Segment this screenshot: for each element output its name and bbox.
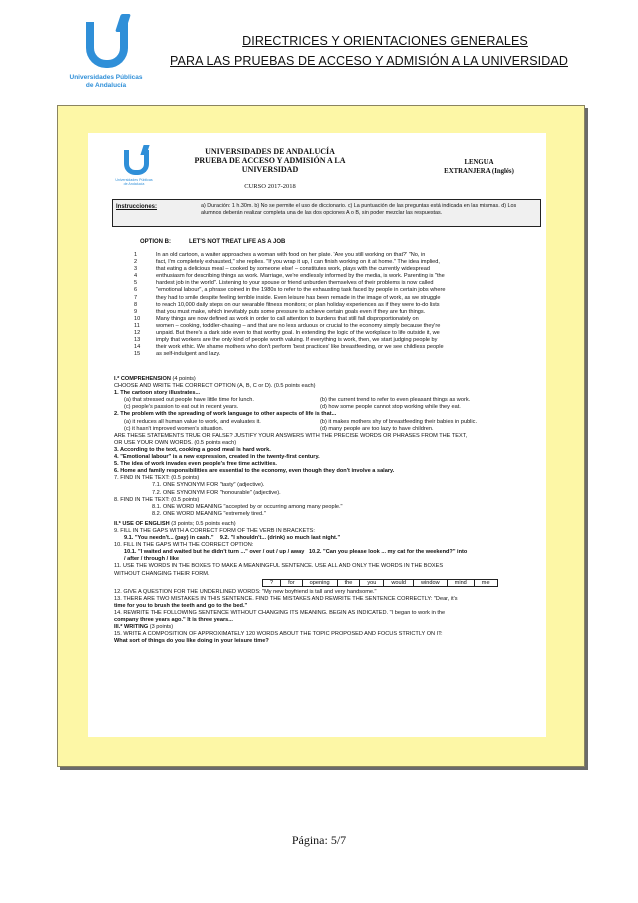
reading-line: [134, 273, 529, 280]
reading-line: [134, 280, 529, 287]
question-3: 3. According to the text, cooking a good meal is hard work.: [114, 446, 271, 453]
line-number: 13: [134, 337, 141, 344]
instruction-line: ARE THESE STATEMENTS TRUE OR FALSE? JUSTIFY YOUR ANSWERS WITH THE PRECISE WORDS OR PHRASES FROM THE TEXT,: [114, 432, 468, 439]
answer-option: (b) it makes mothers shy of breastfeeding their babies in public.: [320, 418, 478, 425]
question-11-cont: WITHOUT CHANGING THEIR FORM.: [114, 570, 210, 577]
reading-line: [134, 259, 529, 266]
line-number: 1: [134, 252, 138, 258]
answer-row: [114, 397, 539, 404]
exam-course: CURSO 2017-2018: [244, 183, 296, 190]
question-1: 1. The cartoon story illustrates...: [114, 390, 201, 397]
reading-line: [134, 330, 529, 337]
andalucia-universities-logo: [66, 12, 143, 98]
section-points: (4 points): [172, 376, 196, 382]
reading-line: [134, 287, 529, 294]
option-title: LET'S NOT TREAT LIFE AS A JOB: [189, 239, 286, 245]
line-number: 3: [134, 266, 138, 273]
question-13-cont: time for you to brush the teeth and go to the bed.": [114, 602, 248, 609]
line-text: "emotional labour", a phrase coined in the 1980s to refer to the exhausting task faced by people in certain jobs where: [156, 287, 446, 294]
answer-option: (d) many people are too lazy to have children.: [320, 425, 434, 432]
reading-line: [134, 302, 529, 309]
line-text: as self-indulgent and lazy.: [156, 351, 221, 358]
reading-line: [134, 323, 529, 330]
answer-row: [114, 404, 539, 411]
question-12: 12. GIVE A QUESTION FOR THE UNDERLINED WORDS: "My new boyfriend is tall and very handsome.": [114, 588, 377, 595]
question-15-topic: What sort of things do you like doing in your leisure time?: [114, 638, 269, 645]
line-text: fact, I'm completely exhausted," she replies. "If you wrap it up, I can finish working on it at home." The idea implied,: [156, 259, 440, 266]
reading-text: [134, 252, 529, 358]
question-7: 7. FIND IN THE TEXT: (0.5 points): [114, 475, 200, 482]
question-6: 6. Home and family responsibilities are essential to the economy, even though they don't involve a salary.: [114, 468, 395, 475]
reading-line: [134, 266, 529, 273]
question-7-1: 7.1. ONE SYNONYM FOR "tasty" (adjective).: [152, 482, 265, 489]
section-title: I.* COMPREHENSION: [114, 376, 171, 382]
question-9: 9. FILL IN THE GAPS WITH A CORRECT FORM OF THE VERB IN BRACKETS:: [114, 527, 315, 534]
word-box: ?: [262, 579, 281, 587]
answer-option: (a) it reduces all human value to work, and evaluates it.: [124, 418, 261, 425]
line-number: 6: [134, 287, 138, 294]
word-box: me: [474, 579, 498, 587]
exam-logo-caption: Universidades Públicas de Andalucía: [115, 178, 153, 187]
line-number: 9: [134, 308, 138, 315]
question-11: 11. USE THE WORDS IN THE BOXES TO MAKE A MEANINGFUL SENTENCE. USE ALL AND ONLY THE WORDS IN THE BOXES: [114, 563, 444, 570]
answer-row: [114, 426, 539, 433]
question-10: 10. FILL IN THE GAPS WITH THE CORRECT OPTION:: [114, 542, 254, 549]
exam-subject-line: EXTRANJERA (Inglés): [444, 167, 514, 175]
word-box: window: [413, 579, 448, 587]
option-label: OPTION B:: [140, 239, 171, 245]
exam-subject-line: LENGUA: [464, 159, 494, 166]
exam-page: [88, 133, 546, 737]
exam-title-line: PRUEBA DE ACCESO Y ADMISIÓN A LA: [194, 156, 346, 165]
logo-accent-mark: [115, 14, 131, 32]
section-title: II.* USE OF ENGLISH: [114, 520, 170, 527]
reading-line: [134, 351, 529, 358]
question-10-items: [114, 549, 539, 556]
section-points: (3 points; 0.5 points each): [171, 520, 236, 527]
option-heading: [140, 239, 285, 246]
line-text: In an old cartoon, a waiter approaches a woman with food on her plate. 'Are you still working on that?' "No, in: [156, 252, 426, 258]
word-box: you: [359, 579, 384, 587]
question-9-1: 9.1. "You needn't... (pay) in cash.": [124, 535, 214, 542]
question-5: 5. The idea of work invades even people's free time activities.: [114, 461, 277, 468]
line-number: 4: [134, 273, 138, 280]
instructions-text: a) Duración: 1 h.30m. b) No se permite el uso de diccionario. c) La puntuación de las preguntas está indicada en las mismas. d) Los alumnos deberán realizar completa una de las dos opciones A o B, sin poder mezclar las respuestas.: [201, 203, 517, 216]
word-box: would: [383, 579, 414, 587]
line-text: they had to smile despite feeling terrible inside. Even leisure has been remade in the image of work, as we struggle: [156, 294, 441, 301]
line-number: 5: [134, 280, 138, 287]
line-text: that you must make, which inevitably puts some pressure to achieve certain goals even if they are fun things.: [156, 308, 426, 315]
section-points: (3 points): [149, 624, 174, 631]
instructions-box: [112, 199, 541, 227]
line-text: unpaid. But there's a dark side even to that worthy goal. In extending the logic of the workplace to life outside it, we: [156, 330, 440, 337]
exam-title-line: UNIVERSIDAD: [241, 165, 299, 174]
question-10-options: / after / through / like: [124, 556, 180, 563]
reading-line: [134, 295, 529, 302]
exam-subject: [414, 159, 544, 176]
line-number: 7: [134, 294, 138, 301]
line-text: imply that workers are the only kind of people worth valuing. If everything is work, then, we start judging people by: [156, 337, 438, 344]
instruction-line: OR USE YOUR OWN WORDS. (0.5 points each): [114, 439, 237, 446]
section-title: III.* WRITING: [114, 624, 149, 631]
word-box: the: [337, 579, 361, 587]
word-box: opening: [302, 579, 338, 587]
line-number: 12: [134, 330, 141, 337]
instruction-line: CHOOSE AND WRITE THE CORRECT OPTION (A, B, C or D). (0.5 points each): [114, 383, 316, 390]
line-number: 2: [134, 259, 138, 266]
exam-header: [114, 145, 539, 191]
reading-line: [134, 337, 529, 344]
question-7-2: 7.2. ONE SYNONYM FOR "honourable" (adjective).: [152, 489, 281, 496]
question-14: 14. REWRITE THE FOLLOWING SENTENCE WITHOUT CHANGING ITS MEANING. BEGIN AS INDICATED. "I began to work in the: [114, 609, 446, 616]
line-text: hardest job in the world". Listening to your spouse or friend unburden themselves of their problems is now called: [156, 280, 434, 287]
question-14-cont: company three years ago." It is three years...: [114, 617, 233, 623]
question-8-1: 8.1. ONE WORD MEANING "accepted by or occurring among many people.": [152, 503, 343, 510]
line-text: to reach 10,000 daily steps on our wearable fitness monitors; or plan holiday experiences as if they were to-do lists: [156, 301, 440, 308]
line-text: their work ethic. We shame mothers who don't perform 'best practices' like breastfeeding, or we see childless people: [156, 344, 444, 351]
reading-line: [134, 316, 529, 323]
questions: [114, 376, 539, 645]
reading-line: [134, 309, 529, 316]
question-15: 15. WRITE A COMPOSITION OF APPROXIMATELY 120 WORDS ABOUT THE TOPIC PROPOSED AND FOCUS STRICTLY ON IT:: [114, 631, 443, 638]
question-8-2: 8.2. ONE WORD MEANING "extremely tired.": [152, 510, 266, 517]
logo-caption: Universidades Públicas de Andalucía: [69, 74, 143, 89]
document-title-line1: DIRECTRICES Y ORIENTACIONES GENERALES: [242, 34, 528, 48]
question-9-2: 9.2. "I shouldn't... (drink) so much last night.": [219, 535, 341, 542]
question-2: 2. The problem with the spreading of work language to other aspects of life is that...: [114, 411, 337, 418]
line-text: enthusiasm for describing things as work. Marriage, we're endlessly informed by the media, is work. Parenting is "the: [156, 273, 445, 280]
page-number: Página: 5/7: [291, 833, 347, 847]
question-4: 4. "Emotional labour" is a new expression, created in the twenty-first century.: [114, 454, 320, 461]
exam-title-line: UNIVERSIDADES DE ANDALUCÍA: [205, 147, 335, 156]
answer-row: [114, 419, 539, 426]
reading-line: [134, 344, 529, 351]
line-number: 15: [134, 351, 141, 358]
line-number: 11: [134, 322, 140, 329]
line-text: that eating a delicious meal – cooked by someone else! – constitutes work, plays with the currently widespread: [156, 266, 430, 273]
reading-line: [134, 252, 529, 259]
word-boxes: [262, 579, 539, 587]
answer-option: (b) the current trend to refer to even pleasant things as work.: [320, 397, 471, 404]
line-text: Many things are now defined as work in order to call attention to burdens that still fall disproportionately on: [156, 315, 419, 322]
question-10-2: 10.2. "Can you please look ... my cat for the weekend?" into: [309, 549, 468, 556]
word-box: mind: [447, 579, 475, 587]
line-text: women – cooking, toddler-chasing – and that are no less arduous or crucial to the economy simply because they're: [156, 322, 441, 329]
question-13: 13. THERE ARE TWO MISTAKES IN THIS SENTENCE. FIND THE MISTAKES AND REWRITE THE SENTENCE CORRECTLY: "Dear, it's: [114, 595, 458, 602]
answer-option: (d) how some people cannot stop working while they eat.: [320, 404, 461, 411]
exam-institution-title: [170, 147, 370, 174]
document-title-line2: PARA LAS PRUEBAS DE ACCESO Y ADMISIÓN A LA UNIVERSIDAD: [170, 54, 568, 68]
line-number: 8: [134, 301, 138, 308]
line-number: 10: [134, 315, 141, 322]
instructions-label: Instrucciones:: [116, 204, 158, 210]
word-box: for: [280, 579, 303, 587]
answer-option: (c) people's passion to eat out in recent years.: [124, 404, 239, 411]
line-number: 14: [134, 344, 141, 351]
answer-option: (c) it hasn't improved women's situation.: [124, 425, 224, 432]
question-9-items: [114, 535, 539, 542]
question-10-1: 10.1. "I waited and waited but he didn't turn ..." over / out / up / away: [124, 549, 305, 556]
question-8: 8. FIND IN THE TEXT: (0.5 points): [114, 496, 200, 503]
exam-logo: [114, 145, 154, 189]
answer-option: (a) that stressed out people have little time for lunch.: [124, 397, 254, 404]
